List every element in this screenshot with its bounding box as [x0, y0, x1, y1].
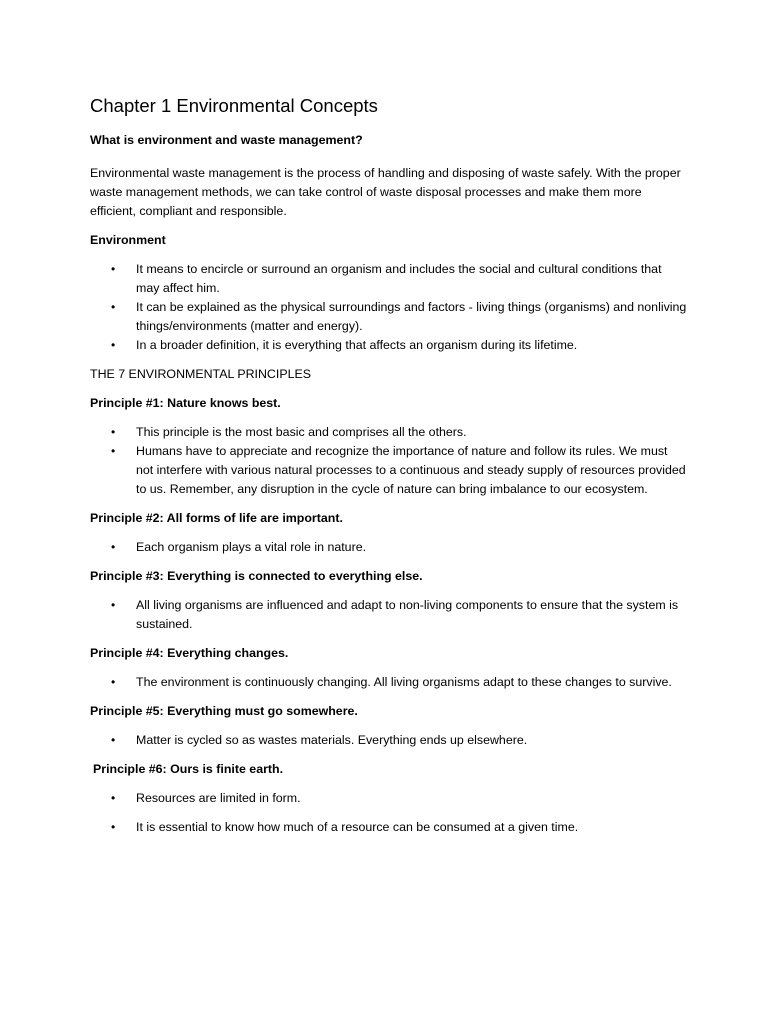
list-item-text: Matter is cycled so as wastes materials. Everything ends up elsewhere.: [136, 733, 528, 747]
principle-1-list: [90, 423, 688, 499]
list-item: [90, 789, 688, 808]
list-item-text: The environment is continuously changing. All living organisms adapt to these changes to survive.: [136, 675, 672, 689]
principle-1-heading: Principle #1: Nature knows best.: [90, 396, 281, 410]
list-item-text: All living organisms are influenced and adapt to non-living components to ensure that the system is sustained.: [136, 598, 679, 631]
list-item: [90, 596, 688, 634]
environment-heading: Environment: [90, 233, 166, 247]
principle-3-heading: Principle #3: Everything is connected to everything else.: [90, 569, 423, 583]
bullet-icon: •: [111, 733, 116, 747]
list-item: [90, 538, 688, 557]
list-item-text: Each organism plays a vital role in nature.: [136, 540, 367, 554]
principle-5-heading: Principle #5: Everything must go somewhere.: [90, 704, 358, 718]
list-item-text: It is essential to know how much of a resource can be consumed at a given time.: [136, 820, 579, 834]
list-item: [90, 260, 688, 298]
list-item-text: Resources are limited in form.: [136, 791, 301, 805]
list-item-text: In a broader definition, it is everything that affects an organism during its lifetime.: [136, 338, 578, 352]
list-item: [90, 818, 688, 837]
bullet-icon: •: [111, 675, 116, 689]
bullet-icon: •: [111, 338, 116, 352]
principle-5-list: [90, 731, 688, 750]
list-item: [90, 423, 688, 442]
bullet-icon: •: [111, 425, 116, 439]
bullet-icon: •: [111, 262, 116, 276]
list-item-text: It can be explained as the physical surroundings and factors - living things (organisms) and nonliving things/environments (matter and energy).: [136, 300, 687, 333]
principle-4-list: [90, 673, 688, 692]
list-item: [90, 442, 688, 499]
principles-section-heading: THE 7 ENVIRONMENTAL PRINCIPLES: [90, 367, 312, 381]
question-heading: What is environment and waste management?: [90, 133, 363, 147]
list-item: [90, 673, 688, 692]
list-item: [90, 731, 688, 750]
principle-3-list: [90, 596, 688, 634]
principle-2-heading: Principle #2: All forms of life are important.: [90, 511, 343, 525]
bullet-icon: •: [111, 820, 116, 834]
bullet-icon: •: [111, 791, 116, 805]
bullet-icon: •: [111, 540, 116, 554]
bullet-icon: •: [111, 444, 116, 458]
principle-2-list: [90, 538, 688, 557]
list-item-text: This principle is the most basic and comprises all the others.: [136, 425, 467, 439]
list-item-text: Humans have to appreciate and recognize the importance of nature and follow its rules. We must not interfere with various natural processes to a continuous and steady supply of resources provided to us. Remember, any disruption in the cycle of nature can bring imbalance to our ecosystem.: [136, 444, 686, 496]
principle-6-list: [90, 789, 688, 837]
intro-paragraph: Environmental waste management is the process of handling and disposing of waste safely. With the proper waste management methods, we can take control of waste disposal processes and make them more efficient, compliant and responsible.: [90, 166, 681, 218]
bullet-icon: •: [111, 598, 116, 612]
environment-list: [90, 260, 688, 355]
list-item: [90, 336, 688, 355]
list-item: [90, 298, 688, 336]
principle-4-heading: Principle #4: Everything changes.: [90, 646, 289, 660]
list-item-text: It means to encircle or surround an organism and includes the social and cultural conditions that may affect him.: [136, 262, 662, 295]
bullet-icon: •: [111, 300, 116, 314]
chapter-title: Chapter 1 Environmental Concepts: [90, 95, 378, 116]
principle-6-heading: Principle #6: Ours is finite earth.: [93, 762, 284, 776]
